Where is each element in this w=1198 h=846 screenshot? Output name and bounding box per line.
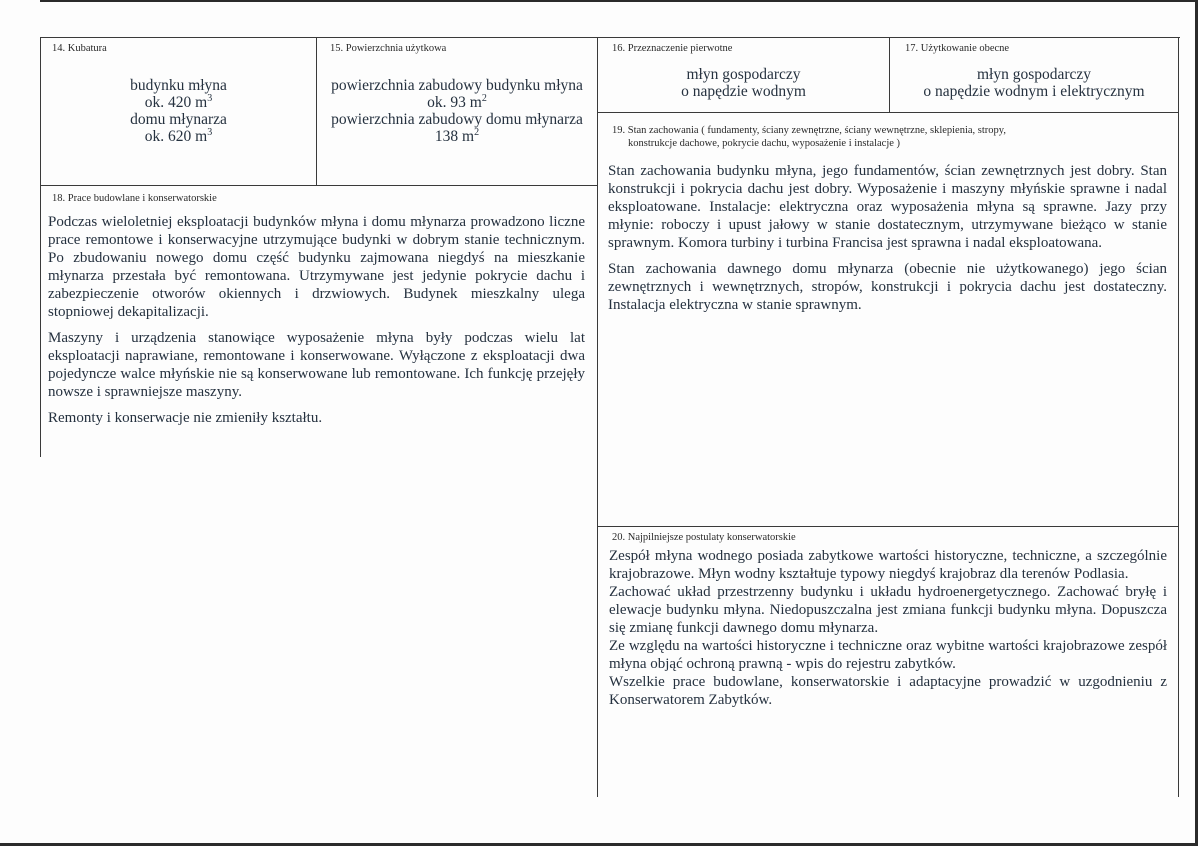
postulaty-label: 20. Najpilniejsze postulaty konserwatorskie — [612, 532, 796, 543]
postulaty-text — [609, 547, 1167, 709]
uzytkowanie-content — [890, 66, 1178, 100]
kubatura-line3: domu młynarza — [130, 111, 227, 128]
przeznaczenie-label: 16. Przeznaczenie pierwotne — [612, 43, 733, 54]
kubatura-line4: ok. 620 $m^3$ — [144, 126, 213, 145]
powierzchnia-line1: powierzchnia zabudowy budynku młyna — [331, 77, 583, 94]
powierzchnia-line2: ok. 93 $m^2$ — [427, 92, 487, 111]
uzytkowanie-line2: o napędzie wodnym i elektrycznym — [923, 83, 1145, 100]
kubatura-line2: ok. 420 $m^3$ — [144, 92, 213, 111]
przeznaczenie-content — [598, 66, 889, 100]
stan-text — [608, 162, 1167, 322]
powierzchnia-line4: 138 $m^2$ — [434, 126, 480, 145]
prace-label: 18. Prace budowlane i konserwatorskie — [52, 193, 217, 204]
scan-border-top — [40, 0, 1198, 2]
stan-label — [612, 124, 1006, 150]
center-divider — [597, 37, 598, 797]
kubatura-label: 14. Kubatura — [52, 43, 107, 54]
powierzchnia-line3: powierzchnia zabudowy domu młynarza — [331, 111, 583, 128]
stan-paragraph-2: Stan zachowania dawnego domu młynarza (obecnie nie użytkowanego) jego ścian zewnętrznych i wewnętrznych, stropów, konstrukcji i pokrycia dachu jest dostateczny. Instalacja elektryczna w stanie sprawnym. — [608, 261, 1167, 313]
row1-right-bottom — [597, 112, 1179, 113]
przeznaczenie-line1: młyn gospodarczy — [686, 66, 801, 83]
prace-paragraph-1: Podczas wieloletniej eksploatacji budynków młyna i domu młynarza prowadzono liczne prace remontowe i konserwacyjne utrzymujące budynki w dobrym stanie technicznym. Po zbudowaniu nowego domu część budynku zajmowana niegdyś na mieszkanie młynarza przestała być remontowana. Utrzymywane jest jedynie pokrycie dachu i zabezpieczenie otworów okiennych i drzwiowych. Budynek mieszkalny ulega stopniowej dekapitalizacji. — [48, 214, 585, 320]
stan-label-line2: konstrukcje dachowe, pokrycie dachu, wyposażenie i instalacje ) — [628, 138, 901, 149]
prace-text — [48, 213, 585, 435]
postulaty-paragraph-3: Ze względu na wartości historyczne i techniczne oraz wybitne wartości krajobrazowe zespół młyna objąć ochroną prawną - wpis do rejestru zabytków. — [609, 638, 1167, 672]
kubatura-content — [41, 77, 316, 145]
prace-paragraph-3: Remonty i konserwacje nie zmieniły kształtu. — [48, 410, 323, 426]
postulaty-paragraph-4: Wszelkie prace budowlane, konserwatorskie i adaptacyjne prowadzić w uzgodnieniu z Konserwatorem Zabytków. — [609, 674, 1167, 708]
stan-paragraph-1: Stan zachowania budynku młyna, jego fundamentów, ścian zewnętrznych jest dobry. Stan konstrukcji i pokrycia dachu jest dobry. Wyposażenie i maszyny młyńskie sprawne i nadal eksploatowane. Instalacje: elektryczna oraz wyposażenia młyna są sprawne. Jazy przy młynie: roboczy i upust jałowy w stanie dostatecznym, utrzymywane bieżąco w stanie sprawnym. Komora turbiny i turbina Francisa jest sprawna i nadal eksploatowana. — [608, 163, 1167, 251]
row1-left-bottom — [40, 185, 598, 186]
powierzchnia-label: 15. Powierzchnia użytkowa — [330, 43, 447, 54]
table-top-line — [40, 37, 1180, 38]
prace-paragraph-2: Maszyny i urządzenia stanowiące wyposażenie młyna były podczas wielu lat eksploatacji naprawiane, remontowane i konserwowane. Wyłączone z eksploatacji dwa pojedyncze walce młyńskie nie są konserwowane lub remontowane. Ich funkcję przejęły nowsze i sprawniejsze maszyny. — [48, 330, 585, 400]
przeznaczenie-line2: o napędzie wodnym — [681, 83, 806, 100]
row20-top — [597, 526, 1179, 527]
stan-label-line1: 19. Stan zachowania ( fundamenty, ściany zewnętrzne, ściany wewnętrzne, sklepienia, stropy, — [612, 125, 1006, 136]
uzytkowanie-line1: młyn gospodarczy — [976, 66, 1092, 83]
kubatura-line1: budynku młyna — [130, 77, 227, 94]
uzytkowanie-label: 17. Użytkowanie obecne — [905, 43, 1010, 54]
right-border — [1178, 37, 1179, 797]
postulaty-paragraph-1: Zespół młyna wodnego posiada zabytkowe wartości historyczne, techniczne, a szczególnie krajobrazowe. Młyn wodny kształtuje typowy niegdyś krajobraz dla terenów Podlasia. — [609, 548, 1167, 582]
postulaty-paragraph-2: Zachować układ przestrzenny budynku i układu hydroenergetycznego. Zachować bryłę i elewacje budynku młyna. Niedopuszczalna jest zmiana funkcji budynku młyna. Dopuszcza się zmianę funkcji dawnego domu młynarza. — [609, 584, 1167, 636]
powierzchnia-content — [317, 77, 597, 145]
